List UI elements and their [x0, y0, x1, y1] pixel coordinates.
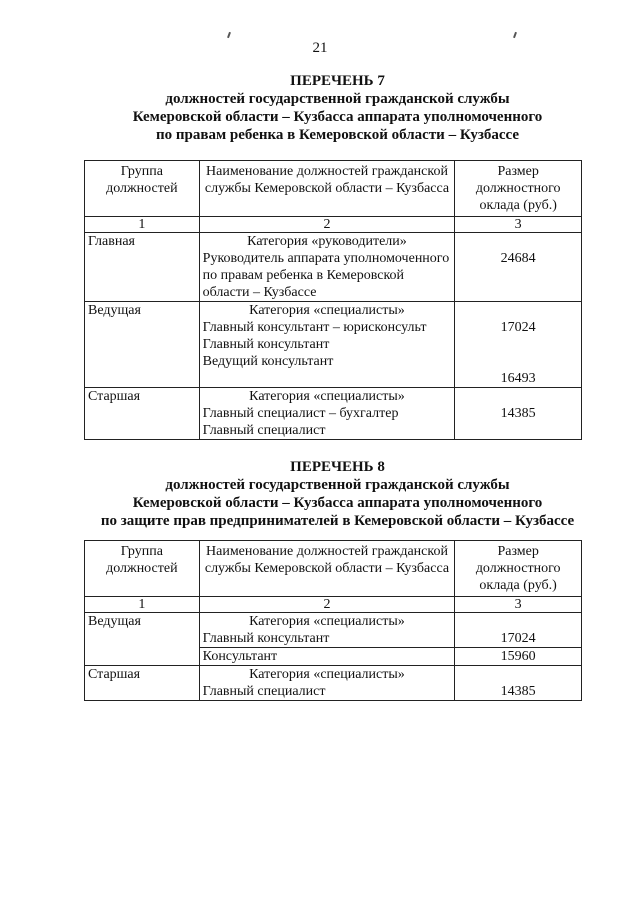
column-number: 2 — [199, 217, 455, 233]
salary-cell — [455, 666, 582, 701]
salary-cell — [455, 233, 582, 302]
header-row — [85, 161, 582, 217]
category-label: Категория «руководители» — [247, 234, 407, 249]
position-name: Главный консультант – юрисконсульт — [202, 320, 427, 335]
salary-cell — [455, 613, 582, 648]
salary-value: 14385 — [500, 406, 536, 421]
header-salary: Размер должностного оклада (руб.) — [455, 161, 582, 217]
column-number: 2 — [199, 597, 455, 613]
salary-cell — [455, 302, 582, 388]
scan-speck — [513, 32, 517, 38]
category-label: Категория «специалисты» — [249, 389, 405, 404]
column-number: 3 — [455, 597, 582, 613]
scan-speck — [227, 32, 231, 38]
category-label: Категория «специалисты» — [249, 667, 405, 682]
salary-cell — [455, 648, 582, 666]
list8-title-line: ПЕРЕЧЕНЬ 8 — [290, 459, 385, 475]
page-number: 21 — [312, 40, 328, 56]
column-number-row — [85, 597, 582, 613]
table-row — [85, 302, 582, 388]
list7-title-line: должностей государственной гражданской службы — [165, 91, 510, 107]
group-name: Ведущая — [85, 302, 200, 388]
column-number: 1 — [85, 597, 200, 613]
header-row — [85, 541, 582, 597]
position-name: Консультант — [202, 649, 278, 664]
header-salary: Размер должностного оклада (руб.) — [455, 541, 582, 597]
position-cell — [199, 613, 455, 648]
salary-value: 14385 — [500, 684, 536, 699]
group-name: Старшая — [85, 666, 200, 701]
group-name: Ведущая — [85, 613, 200, 666]
list7-table — [84, 160, 582, 440]
table-row — [85, 233, 582, 302]
list7-title-line: ПЕРЕЧЕНЬ 7 — [290, 73, 385, 89]
position-name: Главный специалист — [202, 684, 326, 699]
header-position: Наименование должностей гражданской службы Кемеровской области – Кузбасса — [199, 541, 455, 597]
position-name: Руководитель аппарата уполномоченного по правам ребенка в Кемеровской области – Кузбассе — [202, 251, 450, 300]
column-number: 1 — [85, 217, 200, 233]
position-name: Ведущий консультант — [202, 354, 334, 369]
list8-title — [40, 458, 635, 530]
position-cell — [199, 233, 455, 302]
position-cell — [199, 666, 455, 701]
salary-value: 15960 — [500, 649, 536, 664]
salary-value: 17024 — [500, 631, 536, 646]
position-name: Главный консультант — [202, 337, 330, 352]
header-group: Группа должностей — [85, 161, 200, 217]
group-name: Старшая — [85, 388, 200, 440]
list8-title-line: по защите прав предпринимателей в Кемеровской области – Кузбассе — [100, 513, 575, 529]
category-label: Категория «специалисты» — [249, 614, 405, 629]
table-row — [85, 666, 582, 701]
list7-title-line: по правам ребенка в Кемеровской области – Кузбассе — [155, 127, 520, 143]
table-row — [85, 388, 582, 440]
category-label: Категория «специалисты» — [249, 303, 405, 318]
salary-value: 17024 — [500, 320, 536, 335]
table-row — [85, 613, 582, 648]
salary-cell — [455, 388, 582, 440]
list7-title — [40, 72, 635, 144]
list8-title-line: должностей государственной гражданской службы — [165, 477, 510, 493]
header-group: Группа должностей — [85, 541, 200, 597]
position-name: Главный консультант — [202, 631, 330, 646]
salary-value: 24684 — [500, 251, 536, 266]
position-cell — [199, 388, 455, 440]
position-name: Главный специалист – бухгалтер — [202, 406, 399, 421]
list8-title-line: Кемеровской области – Кузбасса аппарата уполномоченного — [132, 495, 543, 511]
list8-table — [84, 540, 582, 701]
column-number-row — [85, 217, 582, 233]
position-cell — [199, 302, 455, 388]
header-position: Наименование должностей гражданской службы Кемеровской области – Кузбасса — [199, 161, 455, 217]
list7-title-line: Кемеровской области – Кузбасса аппарата уполномоченного — [132, 109, 543, 125]
position-cell — [199, 648, 455, 666]
salary-value: 16493 — [500, 371, 536, 386]
column-number: 3 — [455, 217, 582, 233]
position-name: Главный специалист — [202, 423, 326, 438]
group-name: Главная — [85, 233, 200, 302]
